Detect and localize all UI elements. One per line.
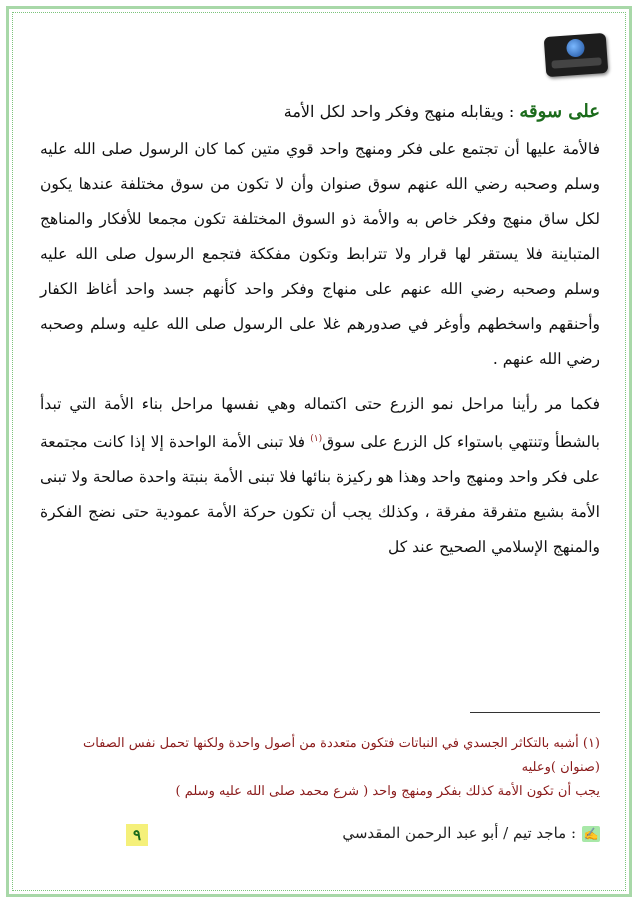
heading-rest: : ويقابله منهج وفكر واحد لكل الأمة	[283, 102, 520, 121]
paragraph-2	[40, 387, 600, 565]
paragraph-2-part-2: فلا تبنى الأمة الواحدة إلا إذا كانت مجتمعة على فكر واحد ومنهج واحد وهذا هو ركيزة بنائها فلا تبنى الأمة بنبتة واحدة صالحة ولا تبنى الأمة بشيع متفرقة مفرقة ، وكذلك يجب أن تكون حركة الأمة عمودية حتى نضج الفكرة والمنهج الإسلامي الصحيح عند كل	[40, 433, 600, 557]
paragraph-1: فالأمة عليها أن تجتمع على فكر ومنهج واحد قوي متين كما كان الرسول صلى الله عليه وسلم وصحبه رضي الله عنهم سوق صنوان وأن لا تكون من سوق مختلفة عندها يكون لكل ساق منهج وفكر خاص به والأمة ذو السوق المختلفة تكون مجمعا للأفكار والمناهج المتباينة فلا يستقر لها قرار ولا تترابط وتكون مفككة فتجمع الرسول صلى الله عليه وسلم وصحبه رضي الله عنهم على منهاج وفكر واحد كأنهم جسد واحد أغاظ الكفار وأحنقهم واسخطهم وأوغر في صدورهم غلا على الرسول صلى الله عليه وسلم وصحبه رضي الله عنهم .	[40, 140, 600, 368]
footnote-line-2: يجب أن تكون الأمة كذلك بفكر ومنهج واحد ( شرع محمد صلى الله عليه وسلم )	[175, 784, 600, 799]
footnote	[40, 732, 600, 804]
pen-icon: ✍	[583, 827, 599, 841]
logo-band	[551, 57, 601, 68]
footnote-line-1: (١) أشبه بالتكاثر الجسدي في النباتات فتكون متعددة من أصول واحدة ولكنها تحمل نفس الصفات (صنوان )وعليه	[82, 736, 600, 775]
main-content	[40, 100, 600, 565]
globe-icon	[566, 38, 585, 57]
paragraph-2-part-1: فكما مر رأينا مراحل نمو الزرع حتى اكتماله وهي نفسها مراحل بناء الأمة التي تبدأ بالشطأ وتنتهي باستواء كل الزرع على سوق	[40, 395, 600, 452]
footnote-marker[interactable]: (١)	[310, 434, 323, 444]
footnote-divider	[470, 712, 600, 713]
heading-highlight: على سوقه	[519, 101, 600, 122]
author-signature: : ماجد تيم / أبو عبد الرحمن المقدسي	[342, 824, 576, 842]
page-number: ٩	[126, 824, 148, 846]
signature-row	[40, 822, 600, 852]
section-heading	[40, 100, 600, 124]
logo-image	[544, 33, 609, 77]
